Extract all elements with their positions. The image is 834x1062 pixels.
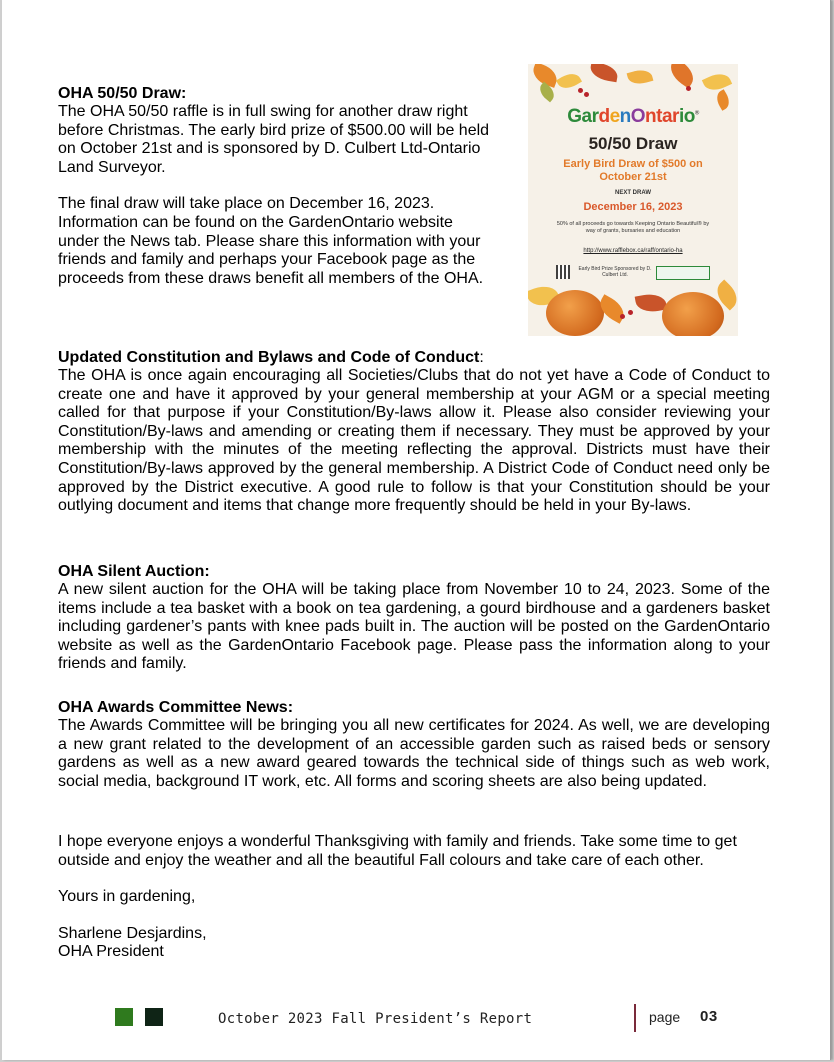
closing-section: [58, 833, 770, 962]
draw-line: under the News tab. Please share this information with your: [58, 232, 481, 250]
draw-paragraph-1: [58, 103, 518, 177]
signature-title: OHA President: [58, 943, 164, 961]
berry-icon: [628, 310, 633, 315]
draw-line: The final draw will take place on December 16, 2023.: [58, 195, 435, 213]
pumpkin-icon: [546, 290, 604, 336]
poster-title: 50/50 Draw: [588, 134, 678, 153]
draw-line: Information can be found on the GardenOntario website: [58, 213, 453, 231]
poster-early-bird: Early Bird Draw of $500 on October 21st: [563, 158, 703, 183]
closing-body: I hope everyone enjoys a wonderful Thanksgiving with family and friends. Take some time to get outside and enjoy the weather and all the beautiful Fall colours and take care of each other.: [58, 833, 737, 869]
poster-sponsor: Early Bird Prize Sponsored by D. Culbert Ltd.: [578, 266, 652, 278]
footer-report-title: October 2023 Fall President’s Report: [218, 1011, 533, 1027]
draw-section: [58, 84, 518, 288]
signature-name: Sharlene Desjardins,: [58, 924, 207, 942]
pumpkin-icon: [662, 292, 724, 336]
poster-proceeds: 50% of all proceeds go towards Keeping Ontario Beautiful® by way of grants, bursaries and education: [556, 221, 710, 234]
draw-paragraph-2: [58, 195, 518, 288]
leaf-icon: [702, 69, 732, 94]
poster-next-date: December 16, 2023: [583, 201, 683, 213]
leaf-icon: [665, 64, 698, 88]
auction-heading: OHA Silent Auction:: [58, 563, 210, 580]
raffle-poster-image: [528, 64, 738, 336]
draw-line: Land Surveyor.: [58, 158, 166, 176]
sponsor-logo-icon: [656, 266, 710, 280]
auction-section: [58, 562, 770, 674]
footer-divider: [634, 1004, 636, 1032]
draw-line: friends and family and perhaps your Facebook page as the: [58, 251, 476, 269]
berry-icon: [620, 314, 625, 319]
footer-dark-square: [145, 1008, 163, 1026]
berry-icon: [584, 92, 589, 97]
awards-body: The Awards Committee will be bringing you all new certificates for 2024. As well, we are developing a new grant related to the development of an accessible garden such as raised beds or sensory gardens as well as a new award geared towards the technical side of things such as web work, social media, background IT work, etc. All forms and scoring sheets are also being updated.: [58, 717, 770, 790]
draw-line: The OHA 50/50 raffle is in full swing for another draw right: [58, 103, 468, 120]
draw-line: before Christmas. The early bird prize of $500.00 will be held: [58, 121, 490, 139]
awards-heading: OHA Awards Committee News:: [58, 699, 294, 716]
berry-icon: [578, 88, 583, 93]
constitution-heading: Updated Constitution and Bylaws and Code of Conduct:: [58, 349, 484, 366]
auction-body: A new silent auction for the OHA will be taking place from November 10 to 24, 2023. Some of the items include a tea basket with a book on tea gardening, a gourd birdhouse and a gardeners basket including gardener’s pants with knee pads built in. The auction will be posted on the GardenOntario website as well as the GardenOntario Facebook page. Please pass the information along to your friends and family.: [58, 581, 770, 673]
constitution-body: The OHA is once again encouraging all Societies/Clubs that do not yet have a Code of Conduct to create one and have it approved by your general membership at your AGM or a special meeting called for that purpose if your Constitution/By-laws allow it. Please also consider reviewing your Constitution/By-laws and amending or creating them if necessary. They must be approved by your membership with the minutes of the meeting reflecting the approval. Districts must have their Constitution/By-laws approved by the general membership. A District Code of Conduct need only be approved by the District executive. A good rule to follow is that your Constitution should be your outlying document and items that change more frequently should be held in your By-laws.: [58, 367, 770, 515]
leaf-icon: [589, 64, 619, 82]
poster-next-label: NEXT DRAW: [615, 190, 651, 196]
draw-line: on October 21st and is sponsored by D. Culbert Ltd-Ontario: [58, 140, 481, 158]
footer-green-square: [115, 1008, 133, 1026]
gardenontario-logo: GardenOntario®: [567, 106, 699, 127]
constitution-section: [58, 348, 770, 516]
awards-section: [58, 698, 770, 791]
leaf-icon: [627, 67, 654, 87]
poster-url: http://www.rafflebox.ca/raff/ontario-ha: [583, 248, 683, 254]
qr-code-icon: [556, 265, 570, 279]
page-label: page: [649, 1009, 681, 1025]
draw-heading: OHA 50/50 Draw:: [58, 85, 187, 102]
signoff: Yours in gardening,: [58, 888, 196, 906]
berry-icon: [686, 86, 691, 91]
document-page: [2, 0, 831, 1060]
page-number: 03: [700, 1008, 718, 1025]
draw-line: proceeds from these draws benefit all members of the OHA.: [58, 269, 484, 287]
